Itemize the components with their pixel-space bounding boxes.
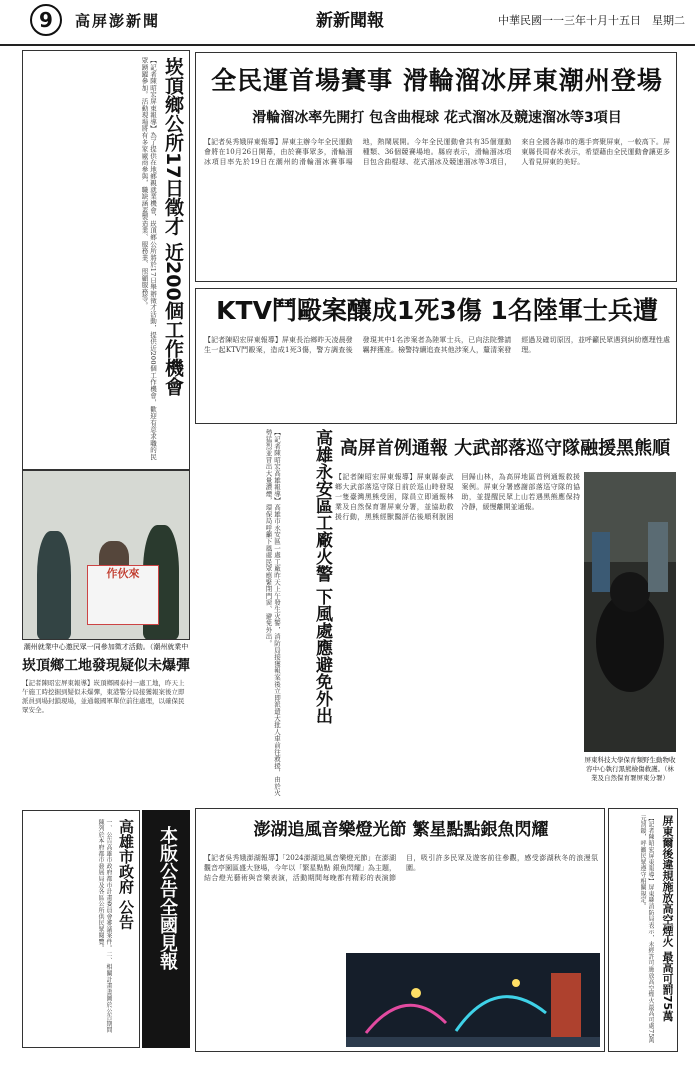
left-story-body: 【記者陳昭宏屏東報導】為了提供在地鄉親就業機會，崁頂鄉公所將於17日舉辦徵才活動，提供近200個工作機會，歡迎有意求職的民眾踴躍參加。活動現場將有多家廠商參與，職缺涵蓋製造業、服務業、照顧服務等。 [140,57,157,460]
factory-fire-story [195,425,335,805]
left-story [22,50,190,470]
fireworks-rule-story [608,808,678,1052]
photo-sign [87,565,159,625]
bear-story-headline: 高屏首例通報 大武部落巡守隊融援黑熊順 [339,438,671,459]
bear-photo-caption: 屏東科技大學保育類野生動物收容中心執行黑熊檢傷救護。（林業及自然保育署屏東分署） [584,756,676,782]
public-notice-body: 一、公告高雄市政府都市計畫委員會審議案件。二、相關計畫書圖於公告期間陳列於本府都市發展局及各區公所供民眾閱覽。 [97,819,112,1034]
lantern-festival-body: 【記者吳秀娥澎湖報導】「2024澎湖追風音樂燈光節」在澎湖觀音亭園區盛大登場，今年以「繁星點點 銀魚閃耀」為主題，結合燈光藝術與音樂表演，活動期間每晚都有精彩的表演節目，吸引許多民眾及遊客前往參觀，感受澎湖秋冬的浪漫氛圍。 [204,854,598,882]
fireworks-rule-headline: 屏東爾後違規施放高空煙火 最高可罰75萬 [661,815,674,1022]
newspaper-logo: 新新聞報 [316,11,384,31]
factory-fire-body: 【記者陳昭宏高雄報導】高雄市永安區一處工廠昨天上午發生火警，消防局接獲報案後立即派遣大批人車前往救援，由於火勢猛烈並冒出大量濃煙，環保局呼籲下風處民眾應緊閉門窗、避免外出。 [264,429,281,797]
lantern-festival-photo-art [346,953,600,1047]
paper-name: 高屏澎新聞 [75,12,161,30]
fireworks-rule-body: 【記者陳昭宏屏東報導】屏東縣消防局表示，未經許可施放高空煙火最高可處75萬元罰鍰，呼籲民眾遵守相關規定。 [639,815,654,1044]
public-notice-title: 高雄市政府 公告 [117,819,135,930]
bear-photo-art [584,472,676,752]
lead-story-headline: 全民運首場賽事 滑輪溜冰屏東潮州登場 [211,66,663,95]
lantern-festival-photo [346,953,600,1047]
issue-date: 中華民國一一三年十月十五日 星期二 [498,14,685,27]
job-fair-photo-caption: 潮州就業中心邀民眾一同參加徵才活動。（潮州就業中 [23,643,189,651]
lead-story-body: 【記者吳秀娥屏東報導】屏東主辦今年全民運動會將在10月26日開幕，由於賽事眾多，滑輪溜冰項目率先於19日在潮州的滑輪溜冰賽事場地，熱鬧展開。今年全民運動會共有35個運動種類、36個競賽場地。縣府表示，滑輪溜冰項目包含曲棍球、花式溜冰及競速溜冰等3項目，來自全國各縣市的選手齊聚屏東，一較高下。屏東縣長周春米表示，希望藉由全民運動會讓更多人看見屏東的美好。 [204,138,670,166]
notice-banner-text: 本版公告全國見報 [157,826,178,970]
blast-story-headline: 崁頂鄉工地發現疑似未爆彈 [22,658,190,674]
notice-banner [142,810,190,1048]
left-story-headline: 崁頂鄉公所17日徵才 近200個工作機會 [162,57,184,396]
job-fair-photo [22,470,190,640]
masthead [0,0,695,46]
bear-photo [584,472,676,752]
blast-story-body: 【記者陳昭宏屏東報導】崁頂鄉國泰村一處工地，昨天上午施工時挖掘到疑似未爆彈，東港警分局接獲報案後立即派員到場封鎖現場，並通報國軍單位前往處理，以確保民眾安全。 [22,679,185,714]
ktv-story-headline: KTV鬥毆案釀成1死3傷 1名陸軍士兵遭 [216,296,658,325]
public-notice [22,810,140,1048]
lantern-festival-headline: 澎湖追風音樂燈光節 繁星點點銀魚閃耀 [253,820,549,840]
page-number: 9 [30,4,62,36]
lead-story-subhead: 滑輪溜冰率先開打 包含曲棍球 花式溜冰及競速溜冰等3項目 [252,110,622,126]
photo-person-left [37,531,71,640]
factory-fire-headline: 高雄永安區工廠火警 下風處應避免外出 [312,429,332,724]
ktv-story [195,288,677,424]
blast-story [22,655,190,805]
lead-story [195,52,677,282]
photo-sign-text: 作伙來 [106,567,140,580]
bear-story-body: 【記者陳昭宏屏東報導】屏東縣泰武鄉大武部落巡守隊日前於巡山時發現一隻臺灣黑熊受困，隊員立即通報林業及自然保育署屏東分署，並協助救援行動，黑熊經獸醫評估後順利脫困回歸山林，為高屏地區首例通報救援案例。屏東分署感謝部落巡守隊的協助，並提醒民眾上山若遇黑熊應保持冷靜，緩慢離開並通報。 [335,473,580,521]
ktv-story-body: 【記者陳昭宏屏東報導】屏東長治鄉昨天凌晨發生一起KTV鬥毆案，造成1死3傷，警方調查後發現其中1名涉案者為陸軍士兵，已向法院聲請羈押獲准。檢警持續追查其他涉案人，釐清案發經過及確切原因，並呼籲民眾遇到糾紛應理性處理。 [204,336,670,354]
lantern-festival-story [195,808,605,1052]
